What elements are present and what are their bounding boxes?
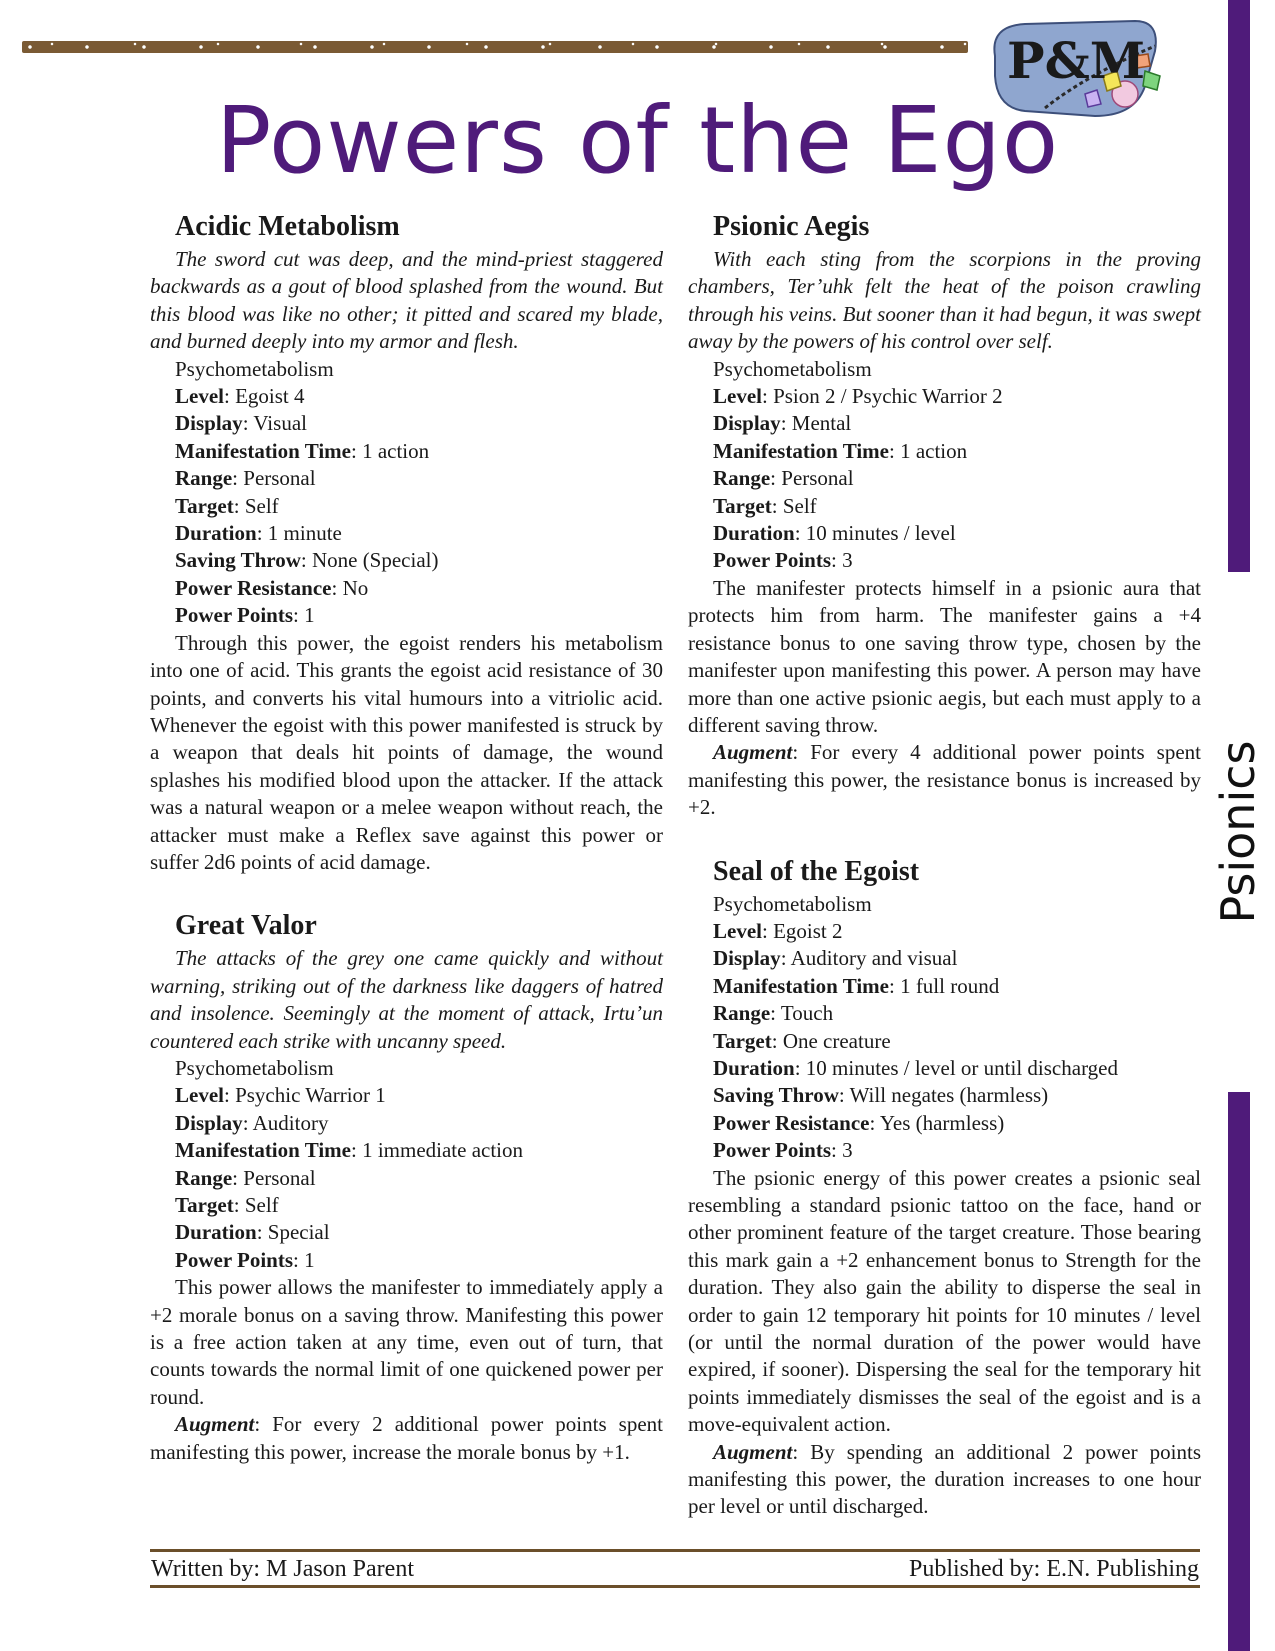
stat-manifestation-time: Manifestation Time: 1 full round: [713, 973, 1000, 998]
stat-level: Level: Egoist 2: [713, 918, 843, 943]
stat-power-resistance: Power Resistance: Yes (harmless): [713, 1110, 1005, 1135]
stat-display: Display: Visual: [175, 411, 307, 436]
side-section-label: Psionics: [1211, 740, 1265, 924]
power-title: Acidic Metabolism: [175, 211, 400, 242]
power-discipline: Psychometabolism: [175, 1055, 334, 1080]
stat-level: Level: Psychic Warrior 1: [175, 1083, 386, 1108]
power-title: Great Valor: [175, 910, 317, 942]
power-entry-great-valor: [150, 909, 663, 1466]
power-description: The psionic energy of this power creates a psionic seal resembling a standard psionic tattoo on the face, hand or other prominent feature of the target creature. Those bearing this mark gain a +2 enhancement bonus to Strength for the duration. They also gain the ability to disperse the seal in order to gain 12 temporary hit points for 10 minutes / level (or until the normal duration of the power would have expired, if sooner). Dispersing the seal for the temporary hit points immediately dismisses the seal of the egoist and is a move-equivalent action.: [688, 1165, 1201, 1437]
power-augment: Augment: By spending an additional 2 power points manifesting this power, the duration increases to one hour per level or until discharged.: [688, 1439, 1201, 1519]
power-description: This power allows the manifester to immediately apply a +2 morale bonus on a saving throw. Manifesting this power is a free action taken at any time, even out of turn, that counts towards the normal limit of one quickened power per round.: [150, 1275, 663, 1409]
stat-target: Target: Self: [713, 493, 817, 518]
stat-saving-throw: Saving Throw: None (Special): [175, 548, 439, 573]
page-title: Powers of the Ego: [215, 87, 1060, 194]
stat-duration: Duration: 10 minutes / level: [713, 521, 956, 546]
stat-manifestation-time: Manifestation Time: 1 action: [713, 438, 968, 463]
stat-duration: Duration: 1 minute: [175, 521, 342, 546]
power-description: Through this power, the egoist renders his metabolism into one of acid. This grants the egoist acid resistance of 30 points, and converts his vital humours into a vitriolic acid. Whenever the egoist with this power manifested is struck by a weapon that deals hit points of damage, the wound splashes his modified blood upon the attacker. If the attack was a natural weapon or a melee weapon without reach, the attacker must make a Reflex save against this power or suffer 2d6 points of acid damage.: [150, 630, 663, 874]
power-entry-seal-of-the-egoist: [688, 855, 1201, 1521]
stat-target: Target: Self: [175, 1193, 279, 1217]
power-title: Seal of the Egoist: [713, 855, 920, 887]
power-flavor-text: With each sting from the scorpions in the proving chambers, Ter’uhk felt the heat of the poison crawling through his veins. But sooner than it had begun, it was swept away by the powers of his control over self.: [688, 247, 1201, 354]
stat-manifestation-time: Manifestation Time: 1 immediate action: [175, 1138, 524, 1163]
power-discipline: Psychometabolism: [713, 356, 872, 381]
left-column: [150, 210, 663, 1499]
side-bar-bottom: [1228, 1092, 1250, 1651]
stat-manifestation-time: Manifestation Time: 1 action: [175, 438, 430, 463]
stat-display: Display: Auditory: [175, 1110, 329, 1135]
power-discipline: Psychometabolism: [175, 356, 334, 381]
stat-range: Range: Personal: [713, 466, 854, 491]
stat-target: Target: Self: [175, 493, 279, 518]
logo-text: P&M: [1007, 31, 1146, 90]
stat-display: Display: Auditory and visual: [713, 946, 958, 971]
footer-rule-bottom: [150, 1585, 1200, 1588]
power-discipline: Psychometabolism: [713, 891, 872, 916]
stat-range: Range: Personal: [175, 466, 316, 491]
stat-duration: Duration: Special: [175, 1220, 330, 1245]
side-bar-top: [1228, 0, 1250, 572]
power-entry-psionic-aegis: [688, 210, 1201, 822]
footer-rule-top: [150, 1549, 1200, 1552]
stat-saving-throw: Saving Throw: Will negates (harmless): [713, 1083, 1049, 1108]
stat-power-points: Power Points: 3: [713, 1138, 853, 1163]
power-title: Psionic Aegis: [713, 211, 870, 242]
stat-level: Level: Egoist 4: [175, 384, 305, 409]
power-flavor-text: The sword cut was deep, and the mind-priest staggered backwards as a gout of blood splashed from the wound. But this blood was like no other; it pitted and scared my blade, and burned deeply into my armor and flesh.: [150, 247, 663, 354]
stat-power-points: Power Points: 1: [175, 1247, 315, 1272]
power-entry-acidic-metabolism: [150, 210, 663, 876]
stat-target: Target: One creature: [713, 1028, 891, 1053]
stat-power-resistance: Power Resistance: No: [175, 575, 369, 600]
footer-publisher: Published by: E.N. Publishing: [908, 1556, 1199, 1582]
top-decorative-bar: [22, 41, 968, 53]
stat-duration: Duration: 10 minutes / level or until discharged: [713, 1055, 1119, 1080]
stat-range: Range: Touch: [713, 1001, 834, 1026]
right-column: [688, 210, 1201, 1554]
power-flavor-text: The attacks of the grey one came quickly and without warning, striking out of the darkness like daggers of hatred and insolence. Seemingly at the moment of attack, Irtu’un countered each strike with uncanny speed.: [150, 946, 663, 1053]
stat-level: Level: Psion 2 / Psychic Warrior 2: [713, 384, 1003, 409]
stat-range: Range: Personal: [175, 1165, 316, 1190]
footer-author: Written by: M Jason Parent: [151, 1556, 414, 1582]
power-augment: Augment: For every 2 additional power points spent manifesting this power, increase the morale bonus by +1.: [150, 1412, 663, 1464]
power-description: The manifester protects himself in a psionic aura that protects him from harm. The manifester gains a +4 resistance bonus to one saving throw type, chosen by the manifester upon manifesting this power. A person may have more than one active psionic aegis, but each must apply to a different saving throw.: [688, 575, 1201, 737]
power-augment: Augment: For every 4 additional power points spent manifesting this power, the resistance bonus is increased by +2.: [688, 740, 1201, 820]
stat-display: Display: Mental: [713, 411, 852, 436]
stat-power-points: Power Points: 1: [175, 603, 315, 628]
stat-power-points: Power Points: 3: [713, 548, 853, 573]
